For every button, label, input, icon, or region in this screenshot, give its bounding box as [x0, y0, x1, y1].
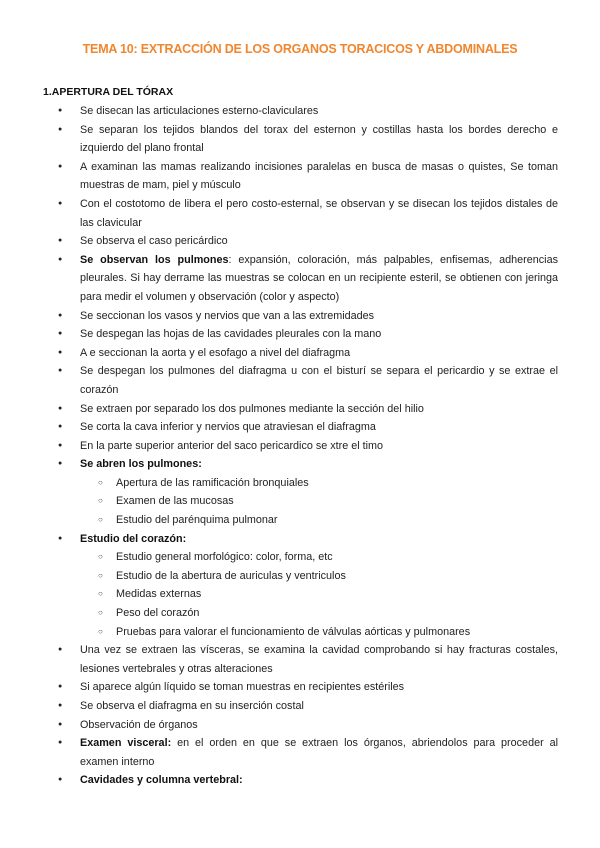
list-item [58, 437, 558, 456]
list-item-text: Con el costotomo de libera el pero costo-esternal, se observan y se disecan los tejidos distales de las clavicular [80, 197, 558, 229]
list-item [58, 678, 558, 697]
list-item [58, 325, 558, 344]
sub-list-item: ○ Estudio del parénquima pulmonar [80, 511, 558, 530]
list-item [58, 641, 558, 678]
list-item [58, 121, 558, 158]
list-item-text: Observación de órganos [80, 718, 198, 731]
list-item-text: Se observa el diafragma en su inserción costal [80, 700, 304, 712]
sub-list-item: ○ Apertura de las ramificación bronquiales [80, 474, 558, 493]
list-item [58, 400, 558, 419]
list-item-text: Una vez se extraen las vísceras, se examina la cavidad comprobando si hay fracturas costales, lesiones vertebrales y otras alteraciones [80, 644, 558, 675]
bullet-list [58, 102, 558, 790]
sub-list-item: ○ Medidas externas [80, 585, 558, 604]
page-title: TEMA 10: EXTRACCIÓN DE LOS ORGANOS TORACICOS Y ABDOMINALES [82, 42, 518, 56]
sub-list-item: ○ Peso del corazón [80, 604, 558, 623]
list-item [58, 195, 558, 232]
list-item [58, 697, 558, 716]
list-item [58, 716, 558, 735]
list-item-text: Se disecan las articulaciones esterno-claviculares [80, 105, 319, 117]
sub-list [80, 474, 558, 530]
list-item-text: Se seccionan los vasos y nervios que van a las extremidades [80, 309, 375, 322]
list-item-text: En la parte superior anterior del saco pericardico se xtre el timo [80, 439, 384, 452]
sub-list-item: ○ Examen de las mucosas [80, 492, 558, 511]
section-heading: 1.APERTURA DEL TÓRAX [43, 86, 174, 98]
list-item-text: en el orden en que se extraen los órganos, abriendolos para proceder al examen interno [80, 737, 559, 768]
list-item-text: : expansión, coloración, más palpables, enfisemas, adherencias pleurales. Si hay derrame las muestras se colocan en un recipiente esteril, se obtienen con jeringa para medir el volumen y observación (color y aspecto) [80, 253, 558, 303]
list-item [58, 362, 558, 399]
list-item-text: Si aparece algún líquido se toman muestras en recipientes estériles [80, 681, 405, 694]
list-item [58, 771, 558, 790]
list-item [58, 158, 558, 195]
list-item-bold: Estudio del corazón: [80, 532, 187, 545]
list-item [58, 232, 558, 251]
sub-list-item: ○ Pruebas para valorar el funcionamiento de válvulas aórticas y pulmonares [80, 623, 558, 642]
list-item [58, 530, 558, 642]
list-item [58, 455, 558, 529]
list-item-text: Se corta la cava inferior y nervios que atraviesan el diafragma [80, 421, 376, 434]
list-item [58, 418, 558, 437]
list-item [58, 344, 558, 363]
sub-list-item: ○ Estudio de la abertura de auriculas y ventriculos [80, 567, 558, 586]
list-item-bold: Se abren los pulmones: [80, 458, 202, 471]
list-item-text: A e seccionan la aorta y el esofago a nivel del diafragma [80, 346, 351, 359]
list-item-text: A examinan las mamas realizando incisiones paralelas en busca de masas o quistes, Se toman muestras de mam, piel y músculo [80, 160, 558, 192]
list-item-text: Se observa el caso pericárdico [80, 235, 228, 248]
list-item-bold: Cavidades y columna vertebral: [80, 774, 243, 787]
list-item-text: Se despegan los pulmones del diafragma u con el bisturí se separa el pericardio y se extrae el corazón [80, 365, 558, 396]
list-item [58, 251, 558, 307]
list-item-text: Se extraen por separado los dos pulmones mediante la sección del hilio [80, 402, 424, 415]
list-item [58, 102, 558, 121]
list-item-bold: Se observan los pulmones [80, 253, 229, 266]
list-item-bold: Examen visceral: [80, 737, 172, 750]
sub-list [80, 548, 558, 641]
sub-list-item: ○ Estudio general morfológico: color, forma, etc [80, 548, 558, 567]
list-item-text: Se separan los tejidos blandos del torax del esternon y costillas hasta los bordes derecho e izquierdo del plano frontal [80, 123, 558, 155]
list-item [58, 307, 558, 326]
list-item [58, 734, 558, 771]
list-item-text: Se despegan las hojas de las cavidades pleurales con la mano [80, 328, 382, 341]
